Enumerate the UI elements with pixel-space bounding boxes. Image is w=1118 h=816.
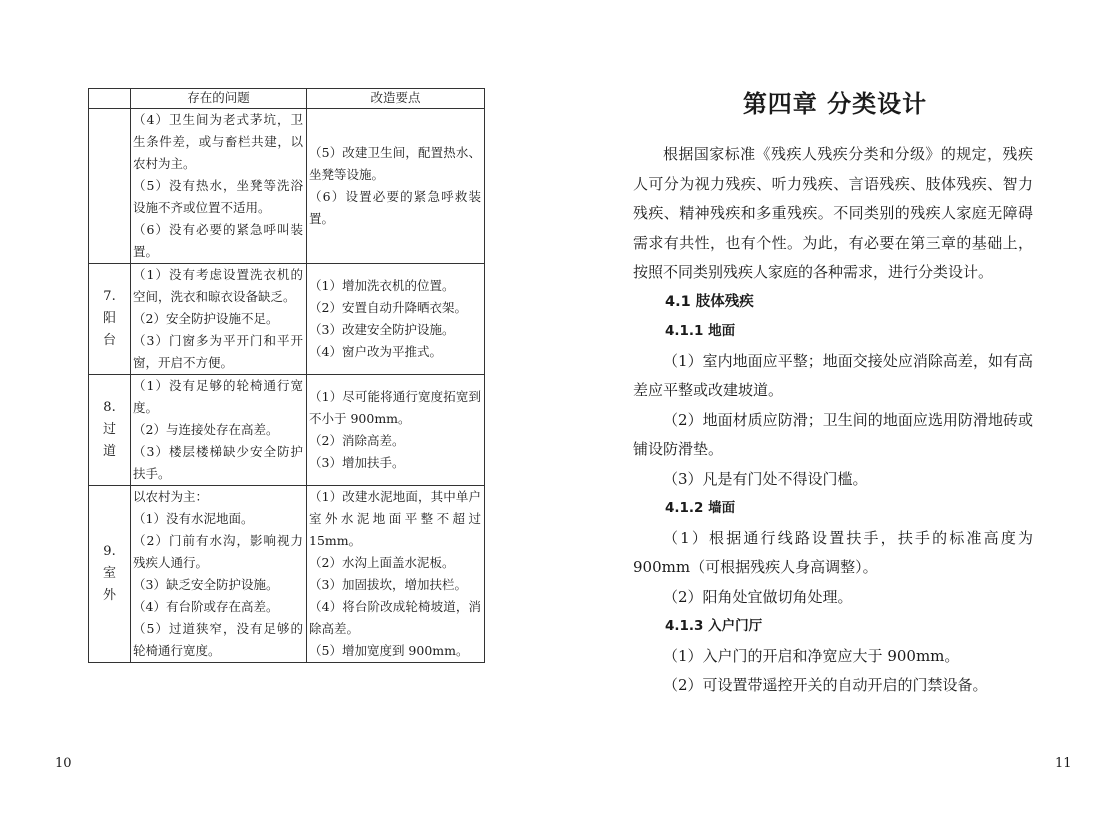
fix-item: （5）改建卫生间，配置热水、坐凳等设施。 [309, 145, 481, 182]
body-paragraph: （2）地面材质应防滑；卫生间的地面应选用防滑地砖或铺设防滑垫。 [633, 410, 1033, 458]
problem-item: （3）楼层楼梯缺少安全防护扶手。 [133, 444, 303, 481]
fix-item: （6）设置必要的紧急呼救装置。 [309, 189, 481, 226]
category-char: 阳 [102, 311, 116, 326]
subsection-heading: 4.1.3 入户门厅 [665, 618, 763, 634]
subsection-heading: 4.1.1 地面 [665, 323, 736, 339]
fix-item: （2）消除高差。 [309, 433, 405, 448]
problem-item: （1）没有足够的轮椅通行宽度。 [133, 378, 303, 415]
category-cell [89, 375, 131, 486]
problem-item: （2）与连接处存在高差。 [133, 422, 279, 437]
problem-item: （1）没有考虑设置洗衣机的空间，洗衣和晾衣设备缺乏。 [133, 267, 303, 304]
body-paragraph: （1）室内地面应平整；地面交接处应消除高差，如有高差应平整或改建坡道。 [633, 351, 1033, 399]
problems-cell [131, 486, 307, 663]
category-char: 外 [102, 588, 116, 603]
problems-cell [131, 375, 307, 486]
fixes-cell [307, 375, 485, 486]
category-cell [89, 486, 131, 663]
problem-item: （6）没有必要的紧急呼叫装置。 [133, 222, 303, 259]
category-char: 道 [102, 444, 116, 459]
fix-item: （3）增加扶手。 [309, 455, 405, 470]
chapter-body [633, 140, 1033, 701]
header-fixes: 改造要点 [307, 89, 485, 109]
problem-item: （5）没有热水，坐凳等洗浴设施不齐或位置不适用。 [133, 178, 303, 215]
category-char: 过 [102, 422, 116, 437]
table-row [89, 375, 485, 486]
body-paragraph: 根据国家标准《残疾人残疾分类和分级》的规定，残疾人可分为视力残疾、听力残疾、言语残疾、肢体残疾、智力残疾、精神残疾和多重残疾。不同类别的残疾人家庭无障碍需求有共性，也有个性。为此，有必要在第三章的基础上，按照不同类别残疾人家庭的各种需求，进行分类设计。 [633, 145, 1033, 281]
body-paragraph: （1）根据通行线路设置扶手，扶手的标准高度为900mm（可根据残疾人身高调整）。 [633, 528, 1033, 576]
problem-item: （2）安全防护设施不足。 [133, 311, 279, 326]
table-row [89, 486, 485, 663]
problem-item: （3）门窗多为平开门和平开窗，开启不方便。 [133, 333, 303, 370]
body-paragraph: （2）可设置带遥控开关的自动开启的门禁设备。 [663, 676, 988, 694]
table-row [89, 109, 485, 264]
header-category [89, 89, 131, 109]
body-paragraph: （2）阳角处宜做切角处理。 [663, 587, 853, 606]
table-row [89, 264, 485, 375]
category-char: 台 [102, 333, 116, 348]
problem-item: （2）门前有水沟，影响视力残疾人通行。 [133, 533, 303, 570]
problems-cell [131, 264, 307, 375]
problems-cell [131, 109, 307, 264]
fix-item: （4）窗户改为平推式。 [309, 344, 442, 359]
problem-item: 以农村为主： [133, 489, 209, 504]
fix-item: （3）改建安全防护设施。 [309, 322, 455, 337]
category-number: 8. [103, 400, 116, 415]
body-paragraph: （3）凡是有门处不得设门槛。 [663, 469, 868, 488]
problem-item: （4）卫生间为老式茅坑，卫生条件差，或与畜栏共建，以农村为主。 [133, 112, 303, 171]
fix-item: （5）增加宽度到 900mm。 [309, 643, 469, 658]
fix-item: （1）增加洗衣机的位置。 [309, 278, 455, 293]
fixes-cell [307, 264, 485, 375]
problem-item: （5）过道狭窄，没有足够的轮椅通行宽度。 [133, 621, 303, 658]
subsection-heading: 4.1.2 墙面 [665, 500, 736, 516]
fix-item: （3）加固拔坎，增加扶栏。 [309, 577, 467, 592]
fix-item: （2）安置自动升降晒衣架。 [309, 300, 467, 315]
body-paragraph: （1）入户门的开启和净宽应大于 900mm。 [663, 646, 960, 665]
category-char: 室 [102, 566, 116, 581]
fixes-cell [307, 109, 485, 264]
category-cell [89, 264, 131, 375]
category-number: 9. [103, 544, 116, 559]
table-header-row [89, 89, 485, 109]
renovation-table [88, 88, 485, 663]
category-number: 7. [103, 289, 116, 304]
fixes-cell [307, 486, 485, 663]
fix-item: （2）水沟上面盖水泥板。 [309, 555, 455, 570]
problem-item: （3）缺乏安全防护设施。 [133, 577, 279, 592]
fix-item: （1）尽可能将通行宽度拓宽到不小于 900mm。 [309, 389, 481, 426]
page-number-left: 10 [55, 756, 72, 771]
problem-item: （1）没有水泥地面。 [133, 511, 254, 526]
chapter-title: 第四章 分类设计 [742, 89, 928, 118]
header-problems: 存在的问题 [131, 89, 307, 109]
category-cell [89, 109, 131, 264]
fix-item: （1）改建水泥地面，其中单户室外水泥地面平整不超过 15mm。 [309, 489, 481, 548]
page-number-right: 11 [1055, 756, 1072, 771]
section-heading: 4.1 肢体残疾 [665, 293, 754, 310]
fix-item: （4）将台阶改成轮椅坡道，消除高差。 [309, 599, 481, 636]
problem-item: （4）有台阶或存在高差。 [133, 599, 279, 614]
